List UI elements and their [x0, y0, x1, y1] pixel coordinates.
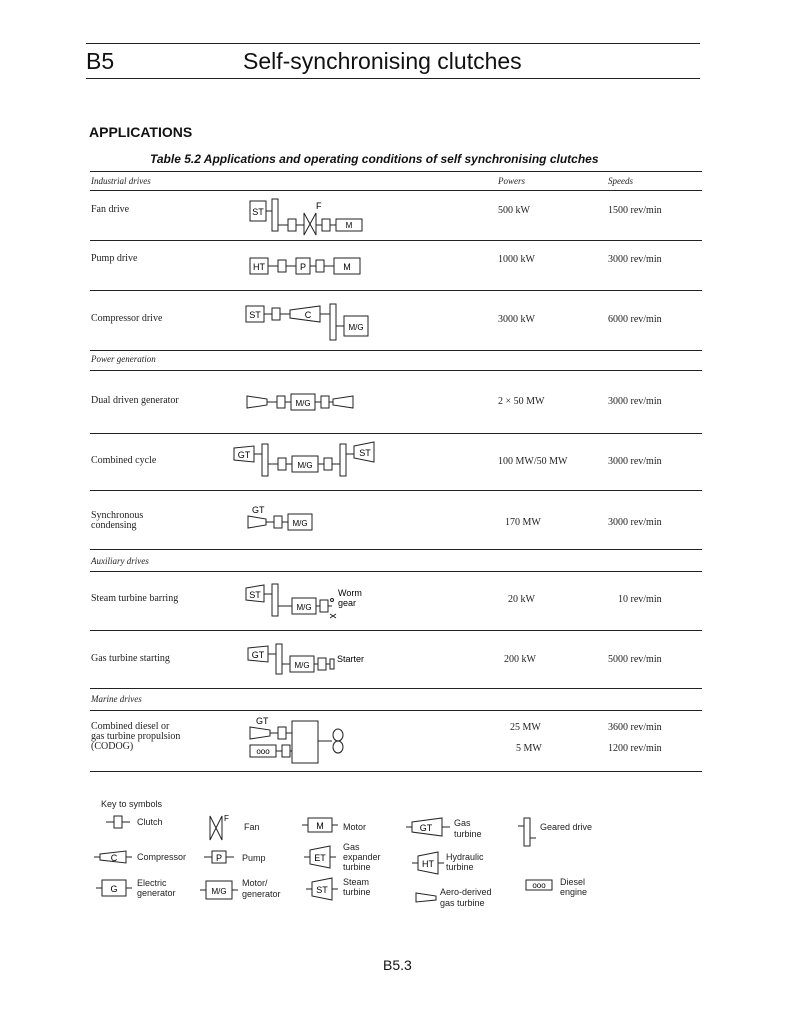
key-compressor-label: Compressor: [137, 852, 187, 862]
motor-symbol-icon: [300, 816, 342, 834]
page-number: B5.3: [383, 957, 412, 973]
row-label-fan: Fan drive: [91, 204, 130, 215]
pump-drive-ht-text: HT: [253, 262, 265, 272]
key-aero-1: Aero-derived: [440, 887, 492, 897]
row-speed-dual: 3000 rev/min: [608, 396, 662, 407]
section-code: B5: [86, 48, 115, 74]
row-power-combined: 100 MW/50 MW: [498, 456, 568, 467]
row-power-barring: 20 kW: [508, 594, 535, 605]
key-hydraulic-2: turbine: [446, 862, 474, 872]
key-et-text: ET: [314, 853, 326, 863]
turbine-starting-gt-text: GT: [251, 650, 265, 660]
row-label-starting: Gas turbine starting: [91, 653, 170, 664]
turbine-starting-diagram: [246, 642, 396, 676]
key-mg-text: M/G: [211, 887, 227, 896]
motor-generator-symbol-icon: [198, 879, 240, 901]
key-title: Key to symbols: [101, 799, 163, 809]
key-motor-gen-2: generator: [242, 889, 281, 899]
row-speed-pump: 3000 rev/min: [608, 254, 662, 265]
row-speed-starting: 5000 rev/min: [608, 654, 662, 665]
header-rule: [90, 190, 702, 191]
sync-condensing-diagram: [246, 504, 326, 536]
header-bottom-rule: [86, 78, 700, 79]
key-gas-expander-3: turbine: [343, 862, 371, 872]
turbine-barring-diagram: [244, 580, 394, 620]
column-header-application: Industrial drives: [91, 176, 151, 186]
key-compressor-c-text: C: [110, 853, 118, 863]
codog-diesel-text: ooo: [256, 747, 270, 756]
row-speed-barring: 10 rev/min: [618, 594, 662, 605]
table-caption: Table 5.2 Applications and operating conditions of self synchronising clutches: [150, 152, 599, 166]
fan-drive-f-text: F: [316, 201, 322, 211]
codog-gt-text: GT: [256, 716, 269, 726]
key-pump-p-text: P: [215, 853, 223, 863]
key-aero-2: gas turbine: [440, 898, 485, 908]
row-speed-codog-1: 3600 rev/min: [608, 722, 662, 733]
codog-diagram: [248, 713, 358, 769]
pump-symbol-icon: [202, 849, 238, 865]
gas-turbine-symbol-icon: [404, 816, 454, 838]
row-label-codog-1: Combined diesel or: [91, 721, 170, 732]
geared-drive-symbol-icon: [516, 816, 538, 848]
section-rule-power-generation: [90, 370, 702, 371]
compressor-drive-c-text: C: [304, 310, 312, 320]
row-label-codog-2: gas turbine propulsion: [91, 731, 181, 742]
generator-symbol-icon: [94, 878, 134, 898]
key-diesel-2: engine: [560, 887, 588, 897]
key-gas-turbine-2: turbine: [454, 829, 482, 839]
diesel-engine-symbol-icon: [524, 878, 556, 892]
key-geared-drive-label: Geared drive: [540, 822, 593, 832]
row-label-codog-3: (CODOG): [91, 741, 134, 752]
row-label-sync-1: Synchronous: [91, 510, 144, 521]
row-speed-sync: 3000 rev/min: [608, 517, 662, 528]
row-label-pump: Pump drive: [91, 253, 138, 264]
turbine-barring-gear-text: gear: [338, 598, 357, 608]
key-diesel-1: Diesel: [560, 877, 586, 887]
dual-generator-mg-text: M/G: [295, 399, 311, 408]
row-power-codog-2: 5 MW: [516, 743, 542, 754]
key-gas-expander-2: expander: [343, 852, 381, 862]
row-rule-compressor: [90, 350, 702, 351]
key-clutch-label: Clutch: [137, 817, 163, 827]
key-electric-gen-1: Electric: [137, 878, 167, 888]
turbine-barring-st-text: ST: [249, 590, 261, 600]
compressor-symbol-icon: [92, 849, 134, 865]
applications-heading: APPLICATIONS: [89, 124, 193, 140]
combined-cycle-gt-text: GT: [237, 450, 251, 460]
row-label-dual: Dual driven generator: [91, 395, 179, 406]
turbine-barring-worm-text: Worm: [338, 588, 362, 598]
fan-drive-st-text: ST: [252, 207, 264, 217]
compressor-drive-st-text: ST: [249, 310, 261, 320]
key-generator-g-text: G: [110, 884, 118, 894]
sync-condensing-gt-text: GT: [252, 505, 265, 515]
row-rule-combined: [90, 490, 702, 491]
key-motor-gen-1: Motor/: [242, 878, 268, 888]
section-rule-auxiliary: [90, 571, 702, 572]
pump-drive-m-text: M: [343, 262, 351, 272]
row-power-codog-1: 25 MW: [510, 722, 541, 733]
row-rule-fan: [90, 240, 702, 241]
row-label-compressor: Compressor drive: [91, 313, 163, 324]
table-top-rule: [90, 171, 702, 172]
key-fan-f-text: F: [224, 814, 229, 823]
key-motor-m-text: M: [316, 821, 324, 831]
aero-gas-turbine-symbol-icon: [414, 890, 440, 904]
page-title: Self-synchronising clutches: [243, 48, 522, 74]
row-power-fan: 500 kW: [498, 205, 530, 216]
row-power-dual: 2 × 50 MW: [498, 396, 545, 407]
row-power-pump: 1000 kW: [498, 254, 535, 265]
column-header-speed: Speeds: [608, 176, 633, 186]
pump-drive-diagram: [244, 250, 374, 280]
clutch-symbol-icon: [104, 814, 134, 830]
row-speed-compressor: 6000 rev/min: [608, 314, 662, 325]
combined-cycle-diagram: [232, 440, 382, 480]
fan-drive-diagram: [240, 193, 380, 238]
row-rule-barring: [90, 630, 702, 631]
turbine-starting-mg-text: M/G: [294, 661, 310, 670]
turbine-barring-mg-text: M/G: [296, 603, 312, 612]
turbine-starting-starter-text: Starter: [337, 654, 365, 664]
section-auxiliary: Auxiliary drives: [91, 556, 149, 566]
gas-expander-symbol-icon: [302, 844, 338, 870]
key-gas-turbine-1: Gas: [454, 818, 471, 828]
row-power-sync: 170 MW: [505, 517, 541, 528]
combined-cycle-mg-text: M/G: [297, 461, 313, 470]
row-power-starting: 200 kW: [504, 654, 536, 665]
steam-turbine-symbol-icon: [304, 876, 340, 902]
compressor-drive-mg-text: M/G: [348, 323, 364, 332]
column-header-power: Powers: [498, 176, 525, 186]
compressor-drive-diagram: [244, 298, 374, 343]
key-fan-label: Fan: [244, 822, 260, 832]
key-hydraulic-1: Hydraulic: [446, 852, 484, 862]
key-electric-gen-2: generator: [137, 888, 176, 898]
dual-generator-diagram: [245, 390, 355, 414]
key-ht-text: HT: [422, 859, 434, 869]
row-rule-dual: [90, 433, 702, 434]
row-speed-codog-2: 1200 rev/min: [608, 743, 662, 754]
section-power-generation: Power generation: [91, 354, 156, 364]
key-st-text: ST: [316, 885, 328, 895]
row-rule-sync: [90, 549, 702, 550]
row-label-barring: Steam turbine barring: [91, 593, 179, 604]
row-label-combined: Combined cycle: [91, 455, 157, 466]
key-motor-label: Motor: [343, 822, 367, 832]
row-rule-pump: [90, 290, 702, 291]
key-gas-expander-1: Gas: [343, 842, 360, 852]
key-diesel-ooo-text: ooo: [532, 881, 546, 890]
header-top-rule: [86, 43, 700, 44]
key-steam-turbine-2: turbine: [343, 887, 371, 897]
key-steam-turbine-1: Steam: [343, 877, 370, 887]
section-rule-marine: [90, 710, 702, 711]
key-pump-label: Pump: [242, 853, 266, 863]
section-marine: Marine drives: [91, 694, 142, 704]
sync-condensing-mg-text: M/G: [292, 519, 308, 528]
row-speed-combined: 3000 rev/min: [608, 456, 662, 467]
key-gt-text: GT: [419, 823, 433, 833]
table-bottom-rule: [90, 771, 702, 772]
hydraulic-turbine-symbol-icon: [410, 850, 446, 876]
combined-cycle-st-text: ST: [359, 448, 371, 458]
row-label-sync-2: condensing: [91, 520, 137, 531]
pump-drive-p-text: P: [299, 262, 307, 272]
fan-drive-m-text: M: [345, 221, 353, 230]
row-rule-starting: [90, 688, 702, 689]
row-power-compressor: 3000 kW: [498, 314, 535, 325]
row-speed-fan: 1500 rev/min: [608, 205, 662, 216]
fan-symbol-icon: [206, 812, 236, 844]
